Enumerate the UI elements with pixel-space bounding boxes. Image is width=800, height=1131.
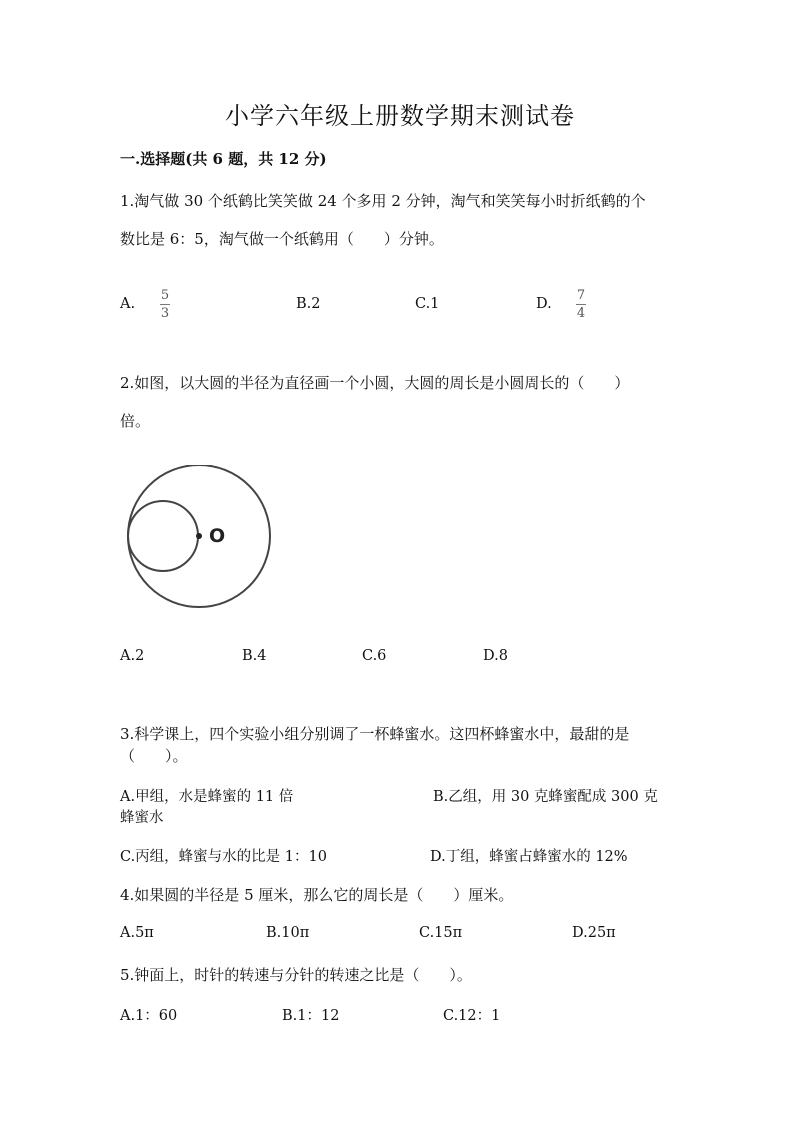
q3-option-c: C.丙组，蜂蜜与水的比是 1：10 xyxy=(120,849,327,865)
center-point xyxy=(196,533,202,539)
q2-option-a: A.2 xyxy=(120,648,145,664)
q2-option-d: D.8 xyxy=(483,648,508,664)
question-1-line-2: 数比是 6：5，淘气做一个纸鹤用（ ）分钟。 xyxy=(120,230,444,248)
q3-option-d: D.丁组，蜂蜜占蜂蜜水的 12% xyxy=(430,849,628,865)
fraction-bar xyxy=(160,304,170,305)
q1-option-d-fraction xyxy=(576,288,586,321)
circles-figure xyxy=(120,465,280,615)
question-4-line-1: 4.如果圆的半径是 5 厘米，那么它的周长是（ ）厘米。 xyxy=(120,886,514,904)
small-circle xyxy=(128,501,198,571)
q3-option-b-line-1: B.乙组，用 30 克蜂蜜配成 300 克 xyxy=(433,789,658,805)
q1-option-d-denominator: 4 xyxy=(576,306,586,321)
q1-option-a-numerator: 5 xyxy=(160,288,170,303)
question-2-line-2: 倍。 xyxy=(120,412,151,430)
q5-option-b: B.1：12 xyxy=(282,1008,340,1024)
q1-option-c: C.1 xyxy=(415,296,440,312)
question-3-line-1: 3.科学课上，四个实验小组分别调了一杯蜂蜜水。这四杯蜂蜜水中，最甜的是 xyxy=(120,725,630,743)
q1-option-a-denominator: 3 xyxy=(160,306,170,321)
q4-option-a: A.5π xyxy=(120,925,154,941)
q1-option-a-fraction xyxy=(160,288,170,321)
question-3-line-2: （ ）。 xyxy=(120,747,188,765)
q4-option-c: C.15π xyxy=(419,925,463,941)
q4-option-b: B.10π xyxy=(266,925,310,941)
question-5-line-1: 5.钟面上，时针的转速与分针的转速之比是（ ）。 xyxy=(120,966,472,984)
q3-option-a: A.甲组，水是蜂蜜的 11 倍 xyxy=(120,789,294,805)
page-title: 小学六年级上册数学期末测试卷 xyxy=(225,102,575,130)
center-label: O xyxy=(209,525,226,547)
q1-option-a-label: A. xyxy=(120,296,136,312)
q1-option-d-numerator: 7 xyxy=(576,288,586,303)
q4-option-d: D.25π xyxy=(572,925,616,941)
section-heading: 一.选择题(共 6 题，共 12 分) xyxy=(120,150,327,168)
q2-option-c: C.6 xyxy=(362,648,387,664)
q1-option-d-label: D. xyxy=(536,296,552,312)
q5-option-c: C.12：1 xyxy=(443,1008,501,1024)
fraction-bar xyxy=(576,304,586,305)
question-1-line-1: 1.淘气做 30 个纸鹤比笑笑做 24 个多用 2 分钟，淘气和笑笑每小时折纸鹤的个 xyxy=(120,192,646,210)
q2-option-b: B.4 xyxy=(242,648,267,664)
q1-option-b: B.2 xyxy=(296,296,321,312)
q5-option-a: A.1：60 xyxy=(120,1008,178,1024)
q3-option-b-line-2: 蜂蜜水 xyxy=(120,810,164,826)
question-2-line-1: 2.如图，以大圆的半径为直径画一个小圆，大圆的周长是小圆周长的（ ） xyxy=(120,374,630,392)
